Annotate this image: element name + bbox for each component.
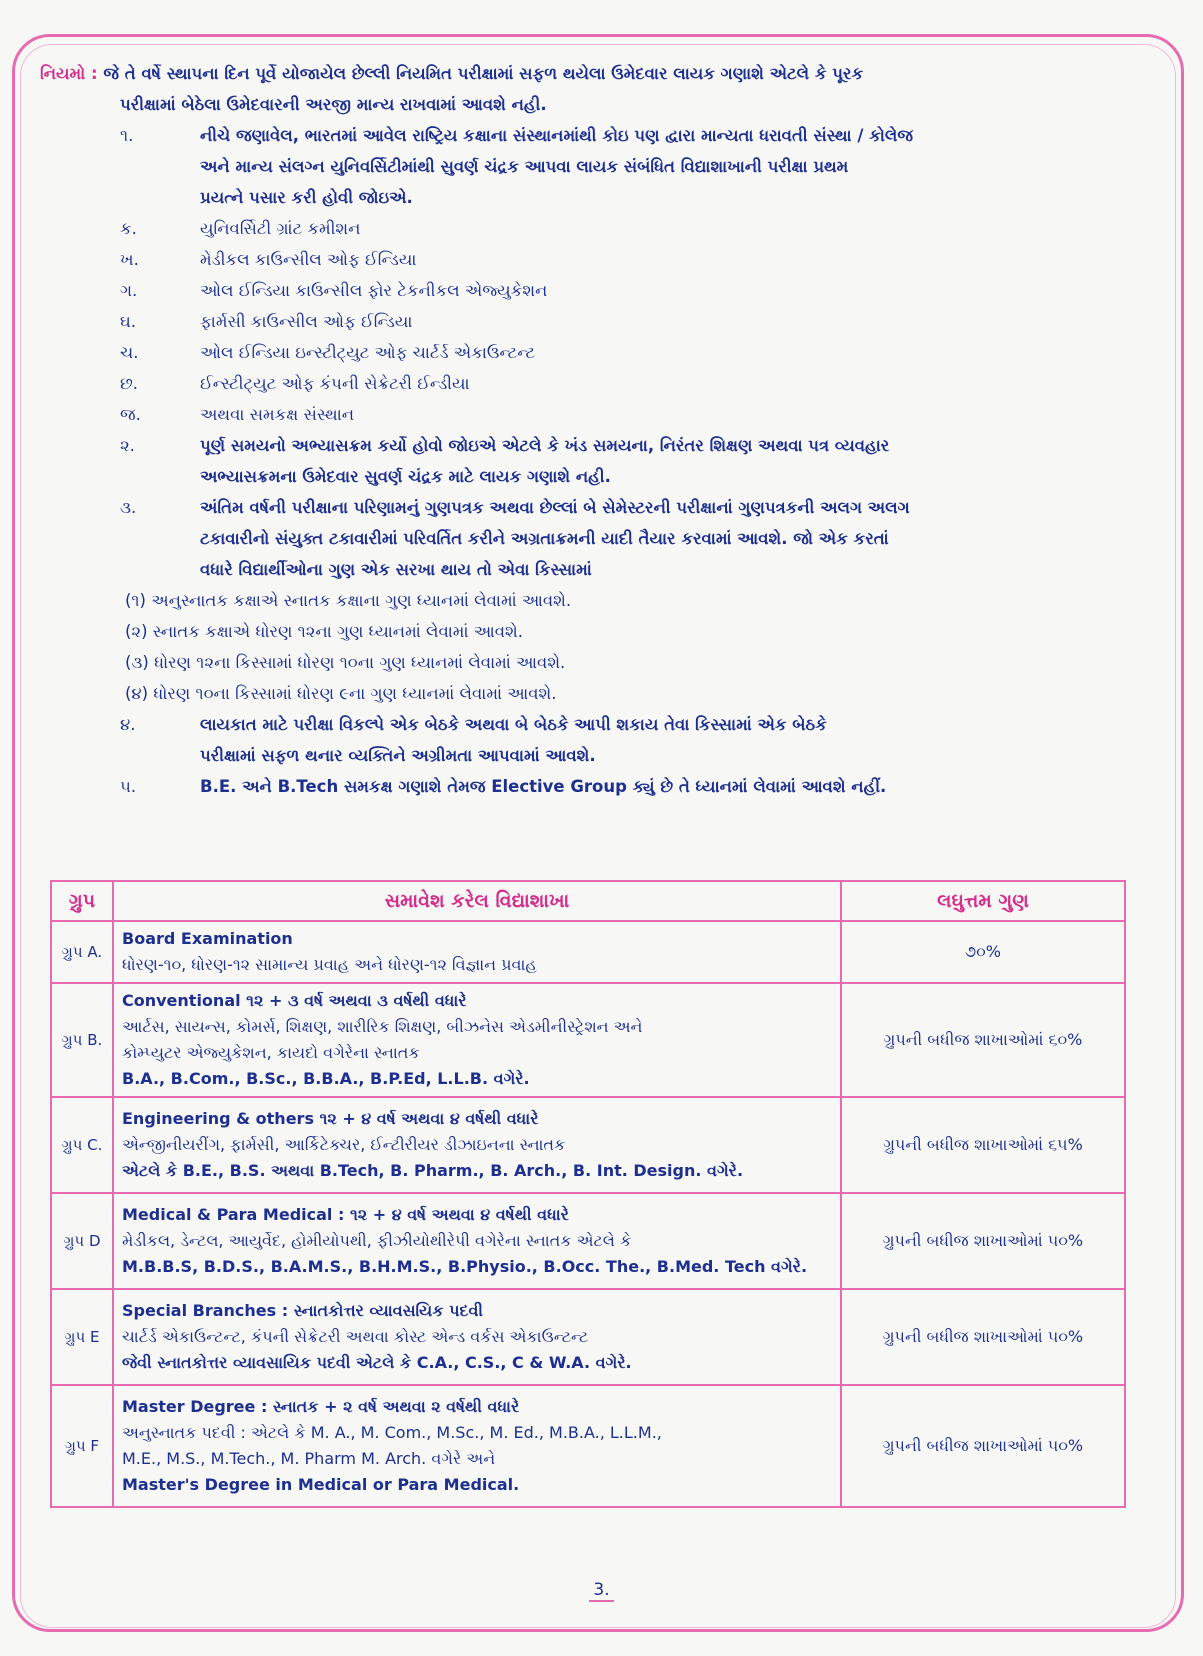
rule-number: ૪. xyxy=(120,715,136,734)
branch-cell xyxy=(113,921,841,983)
table-row xyxy=(51,1289,1125,1385)
rule-item-4 xyxy=(40,709,1170,740)
body-text: અથવા સમકક્ષ સંસ્થાન xyxy=(200,405,355,424)
min-marks-cell: ગ્રુપની બધીજ શાખાઓમાં ૫૦% xyxy=(841,1289,1125,1385)
branch-degrees: M.B.B.S, B.D.S., B.A.M.S., B.H.M.S., B.Physio., B.Occ. The., B.Med. Tech વગેરે. xyxy=(122,1257,808,1276)
group-cell: ગ્રુપ B. xyxy=(51,983,113,1097)
tiebreak-item: (૪) ધોરણ ૧૦ના કિસ્સામાં ધોરણ ૯ના ગુણ ધ્યાનમાં લેવામાં આવશે. xyxy=(125,684,557,703)
rule-number: ૫. xyxy=(120,777,137,796)
branch-line: ધોરણ-૧૦, ધોરણ-૧૨ સામાન્ય પ્રવાહ અને ધોરણ-૧૨ વિજ્ઞાન પ્રવાહ xyxy=(122,955,537,974)
table-row xyxy=(51,1385,1125,1507)
rule-item-3 xyxy=(40,492,1170,523)
min-marks-cell: ગ્રુપની બધીજ શાખાઓમાં ૫૦% xyxy=(841,1385,1125,1507)
group-cell: ગ્રુપ E xyxy=(51,1289,113,1385)
rule-item-5 xyxy=(40,771,1170,802)
min-marks-cell: ગ્રુપની બધીજ શાખાઓમાં ૬૦% xyxy=(841,983,1125,1097)
body-item xyxy=(40,399,1170,430)
body-item xyxy=(40,368,1170,399)
rule-text: અભ્યાસક્રમના ઉમેદવાર સુવર્ણ ચંદ્રક માટે લાયક ગણાશે નહી. xyxy=(200,467,611,486)
branch-degrees: જેવી સ્નાતકોત્તર વ્યાવસાયિક પદવી એટલે કે C.A., C.S., C & W.A. વગેરે. xyxy=(122,1353,632,1372)
rule-text: અને માન્ય સંલગ્ન યુનિવર્સિટીમાંથી સુવર્ણ ચંદ્રક આપવા લાયક સંબંધિત વિદ્યાશાખાની પરીક્ષા પ્રથમ xyxy=(200,157,849,176)
rule-item-2 xyxy=(40,430,1170,461)
branch-heading: Board Examination xyxy=(122,929,293,948)
branch-line: એન્જીનીયરીંગ, ફાર્મસી, આર્કિટેક્ચર, ઈન્ટીરીયર ડીઝાઇનના સ્નાતક xyxy=(122,1135,566,1154)
rules-intro-line2: પરીક્ષામાં બેઠેલા ઉમેદવારની અરજી માન્ય રાખવામાં આવશે નહી. xyxy=(120,95,547,114)
group-cell: ગ્રુપ D xyxy=(51,1193,113,1289)
rule-text: વધારે વિદ્યાર્થીઓના ગુણ એક સરખા થાય તો એવા કિસ્સામાં xyxy=(200,560,592,579)
group-cell: ગ્રુપ A. xyxy=(51,921,113,983)
table-row xyxy=(51,983,1125,1097)
branch-cell xyxy=(113,1385,841,1507)
min-marks-cell: ગ્રુપની બધીજ શાખાઓમાં ૬૫% xyxy=(841,1097,1125,1193)
body-number: જ. xyxy=(120,405,141,424)
group-cell: ગ્રુપ F xyxy=(51,1385,113,1507)
body-text: યુનિવર્સિટી ગ્રાંટ કમીશન xyxy=(200,219,361,238)
branch-line: આર્ટસ, સાયન્સ, કોમર્સ, શિક્ષણ, શારીરિક શિક્ષણ, બીઝનેસ એડમીનીસ્ટ્રેશન અને xyxy=(122,1017,643,1036)
rule-item-1 xyxy=(40,120,1170,151)
table-row xyxy=(51,1097,1125,1193)
body-item xyxy=(40,275,1170,306)
group-cell: ગ્રુપ C. xyxy=(51,1097,113,1193)
body-text: ઓલ ઈન્ડિયા કાઉન્સીલ ફોર ટેકનીકલ એજ્યુકેશન xyxy=(200,281,548,300)
body-text: ઓલ ઈન્ડિયા ઇન્સ્ટીટ્યુટ ઓફ ચાર્ટર્ડ એકાઉન્ટન્ટ xyxy=(200,343,536,362)
branch-degrees: Master's Degree in Medical or Para Medical. xyxy=(122,1475,520,1494)
branch-cell xyxy=(113,1193,841,1289)
branch-line: અનુસ્નાતક પદવી : એટલે કે M. A., M. Com., M.Sc., M. Ed., M.B.A., L.L.M., xyxy=(122,1423,662,1442)
body-number: ચ. xyxy=(120,343,139,362)
body-item xyxy=(40,306,1170,337)
branch-cell xyxy=(113,1097,841,1193)
header-min-marks: લઘુત્તમ ગુણ xyxy=(841,881,1125,921)
rule-number: ૩. xyxy=(120,498,137,517)
table-row xyxy=(51,921,1125,983)
rule-text: પૂર્ણ સમયનો અભ્યાસક્રમ કર્યો હોવો જોઇએ એટલે કે ખંડ સમયના, નિરંતર શિક્ષણ અથવા પત્ર વ્યવહાર xyxy=(200,436,890,455)
rule-text: B.E. અને B.Tech સમકક્ષ ગણાશે તેમજ Elective Group ક્યું છે તે ધ્યાનમાં લેવામાં આવશે નહીં. xyxy=(200,777,887,796)
body-number: ગ. xyxy=(120,281,138,300)
rule-text: લાયકાત માટે પરીક્ષા વિકલ્પે એક બેઠકે અથવા બે બેઠકે આપી શકાય તેવા કિસ્સામાં એક બેઠકે xyxy=(200,715,827,734)
rule-text: નીચે જણાવેલ, ભારતમાં આવેલ રાષ્ટ્રિય કક્ષાના સંસ્થાનમાંથી કોઇ પણ દ્વારા માન્યતા ધરાવતી સંસ્થા / કોલેજ xyxy=(200,126,913,145)
branch-degrees: એટલે કે B.E., B.S. અથવા B.Tech, B. Pharm., B. Arch., B. Int. Design. વગેરે. xyxy=(122,1161,744,1180)
branch-cell xyxy=(113,983,841,1097)
table-row xyxy=(51,1193,1125,1289)
body-number: છ. xyxy=(120,374,138,393)
table-header-row xyxy=(51,881,1125,921)
body-item xyxy=(40,337,1170,368)
min-marks-cell: ગ્રુપની બધીજ શાખાઓમાં ૫૦% xyxy=(841,1193,1125,1289)
header-group: ગ્રુપ xyxy=(51,881,113,921)
rule-text: ટકાવારીનો સંયુક્ત ટકાવારીમાં પરિવર્તિત કરીને અગ્રતાક્રમની યાદી તૈયાર કરવામાં આવશે. જો એક કરતાં xyxy=(200,529,889,548)
body-text: ઈન્સ્ટીટ્યુટ ઓફ કંપની સેક્રેટરી ઈન્ડીયા xyxy=(200,374,470,393)
rules-section xyxy=(40,58,1170,802)
tiebreak-item: (૨) સ્નાતક કક્ષાએ ધોરણ ૧૨ના ગુણ ધ્યાનમાં લેવામાં આવશે. xyxy=(125,622,523,641)
rule-text: પરીક્ષામાં સફળ થનાર વ્યક્તિને અગ્રીમતા આપવામાં આવશે. xyxy=(200,746,596,765)
rules-label: નિયમો : xyxy=(40,64,98,83)
body-number: ક. xyxy=(120,219,137,238)
eligibility-table xyxy=(50,880,1126,1508)
branch-line: મેડીકલ, ડેન્ટલ, આયુર્વેદ, હોમીયોપથી, ફીઝીયોથીરેપી વગેરેના સ્નાતક એટલે કે xyxy=(122,1231,632,1250)
rule-number: ૧. xyxy=(120,126,134,145)
header-branches: સમાવેશ કરેલ વિદ્યાશાખા xyxy=(113,881,841,921)
rule-number: ૨. xyxy=(120,436,135,455)
branch-line: ચાર્ટર્ડ એકાઉન્ટન્ટ, કંપની સેક્રેટરી અથવા કોસ્ટ એન્ડ વર્કસ એકાઉન્ટન્ટ xyxy=(122,1327,589,1346)
branch-heading: Engineering & others ૧૨ + ૪ વર્ષ અથવા ૪ વર્ષથી વધારે xyxy=(122,1109,539,1128)
branch-degrees: B.A., B.Com., B.Sc., B.B.A., B.P.Ed, L.L.B. વગેરે. xyxy=(122,1069,530,1088)
rules-intro xyxy=(40,58,1170,89)
branch-line: M.E., M.S., M.Tech., M. Pharm M. Arch. વગેરે અને xyxy=(122,1449,496,1468)
page-number xyxy=(0,1580,1203,1600)
page-number-text: 3. xyxy=(589,1580,613,1602)
body-text: મેડીકલ કાઉન્સીલ ઓફ ઈન્ડિયા xyxy=(200,250,417,269)
body-item xyxy=(40,213,1170,244)
body-item xyxy=(40,244,1170,275)
branch-heading: Master Degree : સ્નાતક + ૨ વર્ષ અથવા ૨ વર્ષથી વધારે xyxy=(122,1397,520,1416)
body-number: ઘ. xyxy=(120,312,137,331)
branch-heading: Medical & Para Medical : ૧૨ + ૪ વર્ષ અથવા ૪ વર્ષથી વધારે xyxy=(122,1205,569,1224)
branch-line: કોમ્પ્યુટર એજ્યુકેશન, કાયદો વગેરેના સ્નાતક xyxy=(122,1043,420,1062)
tiebreak-item: (૧) અનુસ્નાતક કક્ષાએ સ્નાતક કક્ષાના ગુણ ધ્યાનમાં લેવામાં આવશે. xyxy=(125,591,572,610)
tiebreak-item: (૩) ધોરણ ૧૨ના કિસ્સામાં ધોરણ ૧૦ના ગુણ ધ્યાનમાં લેવામાં આવશે. xyxy=(125,653,566,672)
branch-heading: Conventional ૧૨ + ૩ વર્ષ અથવા ૩ વર્ષથી વધારે xyxy=(122,991,467,1010)
rule-text: અંતિમ વર્ષની પરીક્ષાના પરિણામનું ગુણપત્રક અથવા છેલ્લાં બે સેમેસ્ટરની પરીક્ષાનાં ગુણપત્રકની અલગ અલગ xyxy=(200,498,910,517)
branch-heading: Special Branches : સ્નાતકોત્તર વ્યાવસયિક પદવી xyxy=(122,1301,483,1320)
body-text: ફાર્મસી કાઉન્સીલ ઓફ ઈન્ડિયા xyxy=(200,312,413,331)
min-marks-cell: ૭૦% xyxy=(841,921,1125,983)
rules-intro-line1: જે તે વર્ષે સ્થાપના દિન પૂર્વે યોજાયેલ છેલ્લી નિયમિત પરીક્ષામાં સફળ થયેલા ઉમેદવાર લાયક ગણાશે એટલે કે પૂરક xyxy=(103,64,864,83)
branch-cell xyxy=(113,1289,841,1385)
body-number: ખ. xyxy=(120,250,139,269)
rule-text: પ્રયત્ને પસાર કરી હોવી જોઇએ. xyxy=(200,188,413,207)
